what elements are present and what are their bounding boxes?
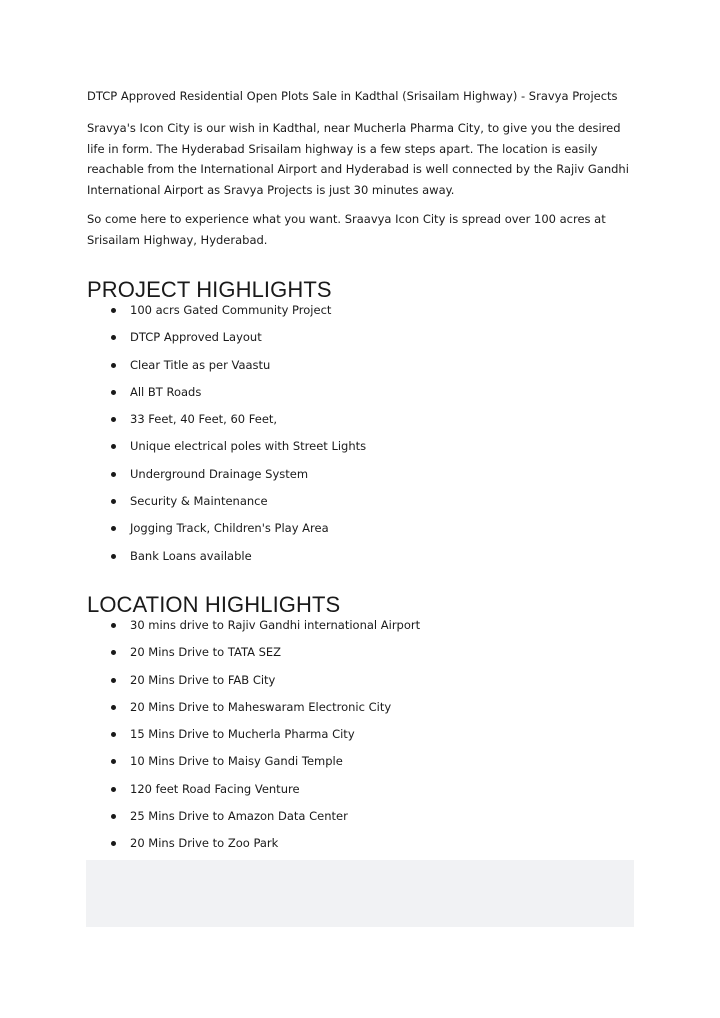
list-item [87, 697, 420, 724]
bullet-icon [111, 759, 116, 764]
list-item-label: 33 Feet, 40 Feet, 60 Feet, [130, 412, 278, 427]
bullet-icon [111, 841, 116, 846]
bullet-icon [111, 335, 116, 340]
list-item-label: Underground Drainage System [130, 466, 309, 481]
project-highlights-list [87, 300, 366, 573]
second-paragraph: So come here to experience what you want. Sraavya Icon City is spread over 100 acres at Srisailam Highway, Hyderabad. [87, 212, 606, 247]
list-item-label: 100 acrs Gated Community Project [130, 303, 332, 317]
list-item-label: All BT Roads [130, 384, 202, 399]
list-item [87, 642, 420, 669]
list-item [87, 409, 366, 436]
bullet-icon [111, 678, 116, 683]
list-item [87, 615, 420, 642]
project-highlights-heading: PROJECT HIGHLIGHTS [87, 277, 332, 303]
bullet-icon [111, 814, 116, 819]
bullet-icon [111, 705, 116, 710]
list-item [87, 300, 366, 327]
list-item [87, 382, 366, 409]
list-item-label: Security & Maintenance [130, 494, 268, 509]
bullet-icon [111, 554, 116, 559]
bullet-icon [111, 390, 116, 395]
list-item-label: Jogging Track, Children's Play Area [130, 521, 329, 536]
bullet-icon [111, 650, 116, 655]
list-item-label: Clear Title as per Vaastu [130, 357, 271, 372]
list-item [87, 833, 420, 860]
intro-paragraph: Sravya's Icon City is our wish in Kadthal, near Mucherla Pharma City, to give you the desired life in form. The Hyderabad Srisailam highway is a few steps apart. The location is easily reachable from the International Airport and Hyderabad is well connected by the Rajiv Gandhi International Airport as Sravya Projects is just 30 minutes away. [87, 121, 629, 197]
bullet-icon [111, 623, 116, 628]
bullet-icon [111, 732, 116, 737]
list-item-label: 25 Mins Drive to Amazon Data Center [130, 809, 348, 824]
list-item-label: Unique electrical poles with Street Lights [130, 439, 367, 454]
list-item [87, 355, 366, 382]
bullet-icon [111, 444, 116, 449]
list-item [87, 546, 366, 573]
list-item [87, 491, 366, 518]
list-item [87, 806, 420, 833]
list-item [87, 327, 366, 354]
list-item-label: 20 Mins Drive to TATA SEZ [130, 645, 282, 660]
list-item [87, 724, 420, 751]
list-item-label: 20 Mins Drive to Zoo Park [130, 836, 279, 851]
bullet-icon [111, 499, 116, 504]
bullet-icon [111, 472, 116, 477]
bullet-icon [111, 363, 116, 368]
bullet-icon [111, 308, 116, 313]
list-item [87, 436, 366, 463]
list-item-label: 20 Mins Drive to Maheswaram Electronic City [130, 699, 392, 714]
list-item-label: DTCP Approved Layout [130, 330, 262, 345]
location-highlights-list [87, 615, 420, 861]
list-item-label: 120 feet Road Facing Venture [130, 781, 300, 796]
list-item [87, 670, 420, 697]
list-item [87, 464, 366, 491]
list-item-label: 10 Mins Drive to Maisy Gandi Temple [130, 754, 343, 769]
list-item-label: Bank Loans available [130, 548, 252, 563]
list-item-label: 15 Mins Drive to Mucherla Pharma City [130, 727, 355, 742]
list-item-label: 20 Mins Drive to FAB City [130, 672, 276, 687]
bullet-icon [111, 417, 116, 422]
document-title: DTCP Approved Residential Open Plots Sale in Kadthal (Srisailam Highway) - Sravya Projects [87, 89, 618, 103]
location-highlights-heading: LOCATION HIGHLIGHTS [87, 592, 341, 618]
list-item [87, 751, 420, 778]
bullet-icon [111, 787, 116, 792]
list-item [87, 518, 366, 545]
footer-placeholder-box [86, 860, 634, 927]
bullet-icon [111, 526, 116, 531]
list-item [87, 779, 420, 806]
list-item-label: 30 mins drive to Rajiv Gandhi international Airport [130, 618, 421, 632]
